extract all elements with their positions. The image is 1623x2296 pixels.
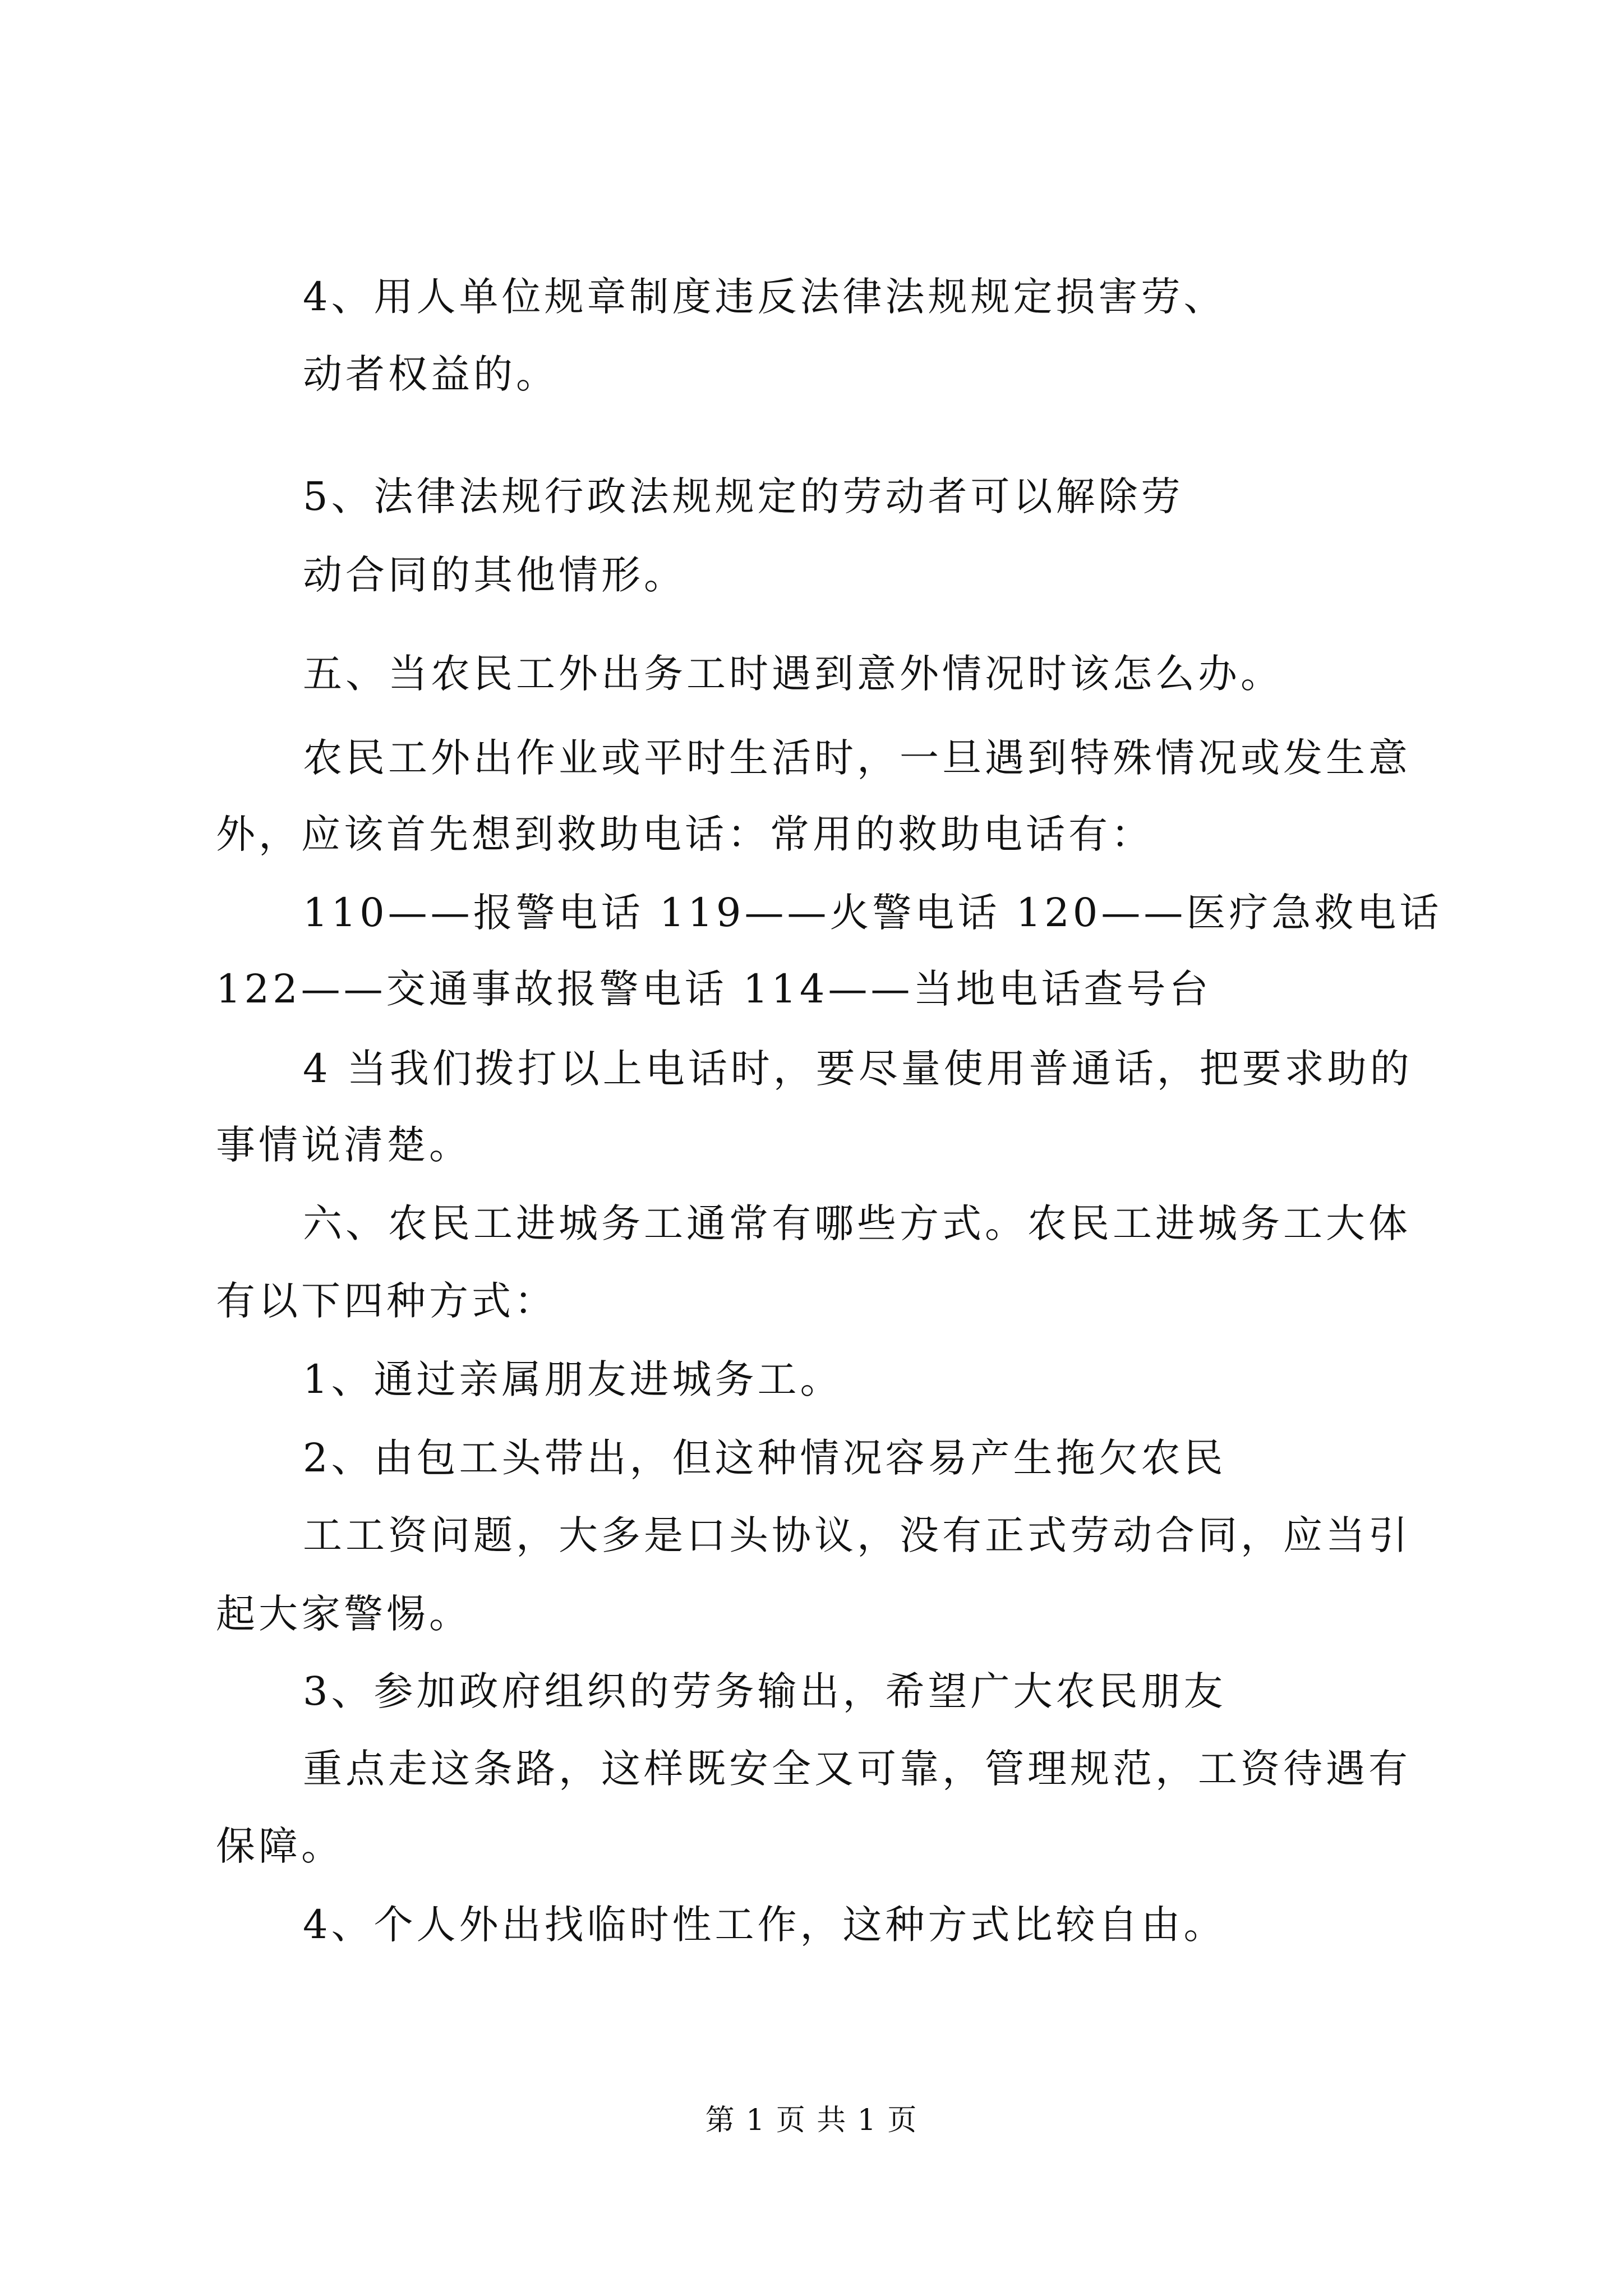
section-heading: 五、当农民工外出务工时遇到意外情况时该怎么办。 xyxy=(303,651,1283,697)
text-line: 110——报警电话 119——火警电话 120——医疗急救电话 xyxy=(303,890,1442,936)
text-line: 4、用人单位规章制度违反法律法规规定损害劳、 xyxy=(303,274,1227,320)
text-line: 2、由包工头带出，但这种情况容易产生拖欠农民 xyxy=(303,1435,1227,1481)
text-line: 动者权益的。 xyxy=(303,351,559,397)
text-line: 3、参加政府组织的劳务输出，希望广大农民朋友 xyxy=(303,1668,1227,1714)
text-line: 农民工外出作业或平时生活时，一旦遇到特殊情况或发生意 xyxy=(303,735,1411,781)
text-line: 工工资问题，大多是口头协议，没有正式劳动合同，应当引 xyxy=(303,1512,1411,1558)
text-line: 4、个人外出找临时性工作，这种方式比较自由。 xyxy=(303,1902,1227,1948)
text-line: 外，应该首先想到救助电话：常用的救助电话有： xyxy=(216,811,1154,857)
text-line: 事情说清楚。 xyxy=(216,1122,472,1168)
text-line: 有以下四种方式： xyxy=(216,1278,557,1324)
text-line: 重点走这条路，这样既安全又可靠，管理规范，工资待遇有 xyxy=(303,1746,1411,1792)
text-line: 保障。 xyxy=(216,1823,344,1869)
page-footer: 第 1 页 共 1 页 xyxy=(705,2104,918,2137)
text-line: 动合同的其他情形。 xyxy=(303,552,686,598)
text-line: 起大家警惕。 xyxy=(216,1591,472,1637)
text-line: 122——交通事故报警电话 114——当地电话查号台 xyxy=(216,966,1212,1012)
section-heading: 六、农民工进城务工通常有哪些方式。农民工进城务工大体 xyxy=(303,1200,1411,1246)
text-line: 5、法律法规行政法规规定的劳动者可以解除劳 xyxy=(303,473,1184,519)
text-line: 4 当我们拨打以上电话时，要尽量使用普通话，把要求助的 xyxy=(303,1046,1413,1092)
text-line: 1、通过亲属朋友进城务工。 xyxy=(303,1356,843,1402)
